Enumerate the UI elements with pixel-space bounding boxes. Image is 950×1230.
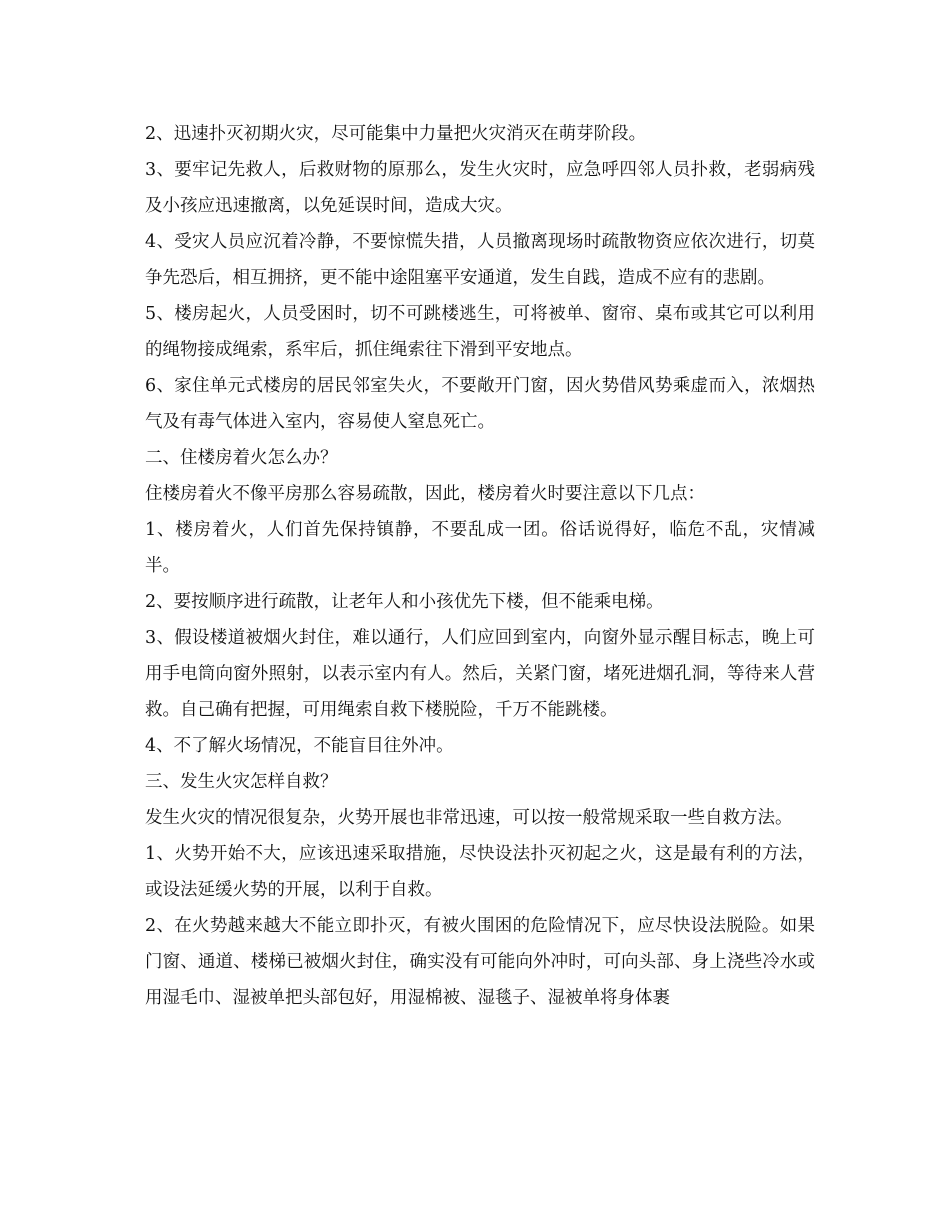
paragraph-7: 住楼房着火不像平房那么容易疏散，因此，楼房着火时要注意以下几点： bbox=[145, 484, 705, 504]
section-heading-2: 二、住楼房着火怎么办？ bbox=[145, 448, 338, 468]
section-heading-3: 三、发生火灾怎样自救？ bbox=[145, 772, 338, 792]
paragraph-10: 3、假设楼道被烟火封住，难以通行，人们应回到室内，向窗外显示醒目标志，晚上可用手电筒向窗外照射，以表示室内有人。然后，关紧门窗，堵死进烟孔洞，等待来人营救。自己确有把握，可用绳索自救下楼脱险，千万不能跳楼。 bbox=[145, 628, 815, 720]
paragraph-3: 4、受灾人员应沉着冷静，不要惊慌失措，人员撤离现场时疏散物资应依次进行，切莫争先恐后，相互拥挤，更不能中途阻塞平安通道，发生自践，造成不应有的悲剧。 bbox=[145, 232, 815, 288]
paragraph-15: 2、在火势越来越大不能立即扑灭，有被火围困的危险情况下，应尽快设法脱险。如果门窗、通道、楼梯已被烟火封住，确实没有可能向外冲时，可向头部、身上浇些冷水或用湿毛巾、湿被单把头部包好，用湿棉被、湿毯子、湿被单将身体裹 bbox=[145, 916, 815, 1008]
paragraph-1: 2、迅速扑灭初期火灾，尽可能集中力量把火灾消灭在萌芽阶段。 bbox=[145, 124, 647, 144]
paragraph-9: 2、要按顺序进行疏散，让老年人和小孩优先下楼，但不能乘电梯。 bbox=[145, 592, 664, 612]
paragraph-2: 3、要牢记先救人，后救财物的原那么，发生火灾时，应急呼四邻人员扑救，老弱病残及小孩应迅速撤离，以免延误时间，造成大灾。 bbox=[145, 160, 815, 216]
paragraph-5: 6、家住单元式楼房的居民邻室失火，不要敞开门窗，因火势借风势乘虚而入，浓烟热气及有毒气体进入室内，容易使人窒息死亡。 bbox=[145, 376, 815, 432]
paragraph-11: 4、不了解火场情况，不能盲目往外冲。 bbox=[145, 736, 454, 756]
paragraph-14: 1、火势开始不大，应该迅速采取措施，尽快设法扑灭初起之火，这是最有利的方法，或设法延缓火势的开展，以利于自救。 bbox=[145, 844, 815, 900]
paragraph-8: 1、楼房着火，人们首先保持镇静，不要乱成一团。俗话说得好，临危不乱，灾情减半。 bbox=[145, 520, 815, 576]
paragraph-13: 发生火灾的情况很复杂，火势开展也非常迅速，可以按一般常规采取一些自救方法。 bbox=[145, 808, 793, 828]
paragraph-4: 5、楼房起火，人员受困时，切不可跳楼逃生，可将被单、窗帘、桌布或其它可以利用的绳物接成绳索，系牢后，抓住绳索往下滑到平安地点。 bbox=[145, 304, 815, 360]
document-body bbox=[145, 116, 815, 1016]
